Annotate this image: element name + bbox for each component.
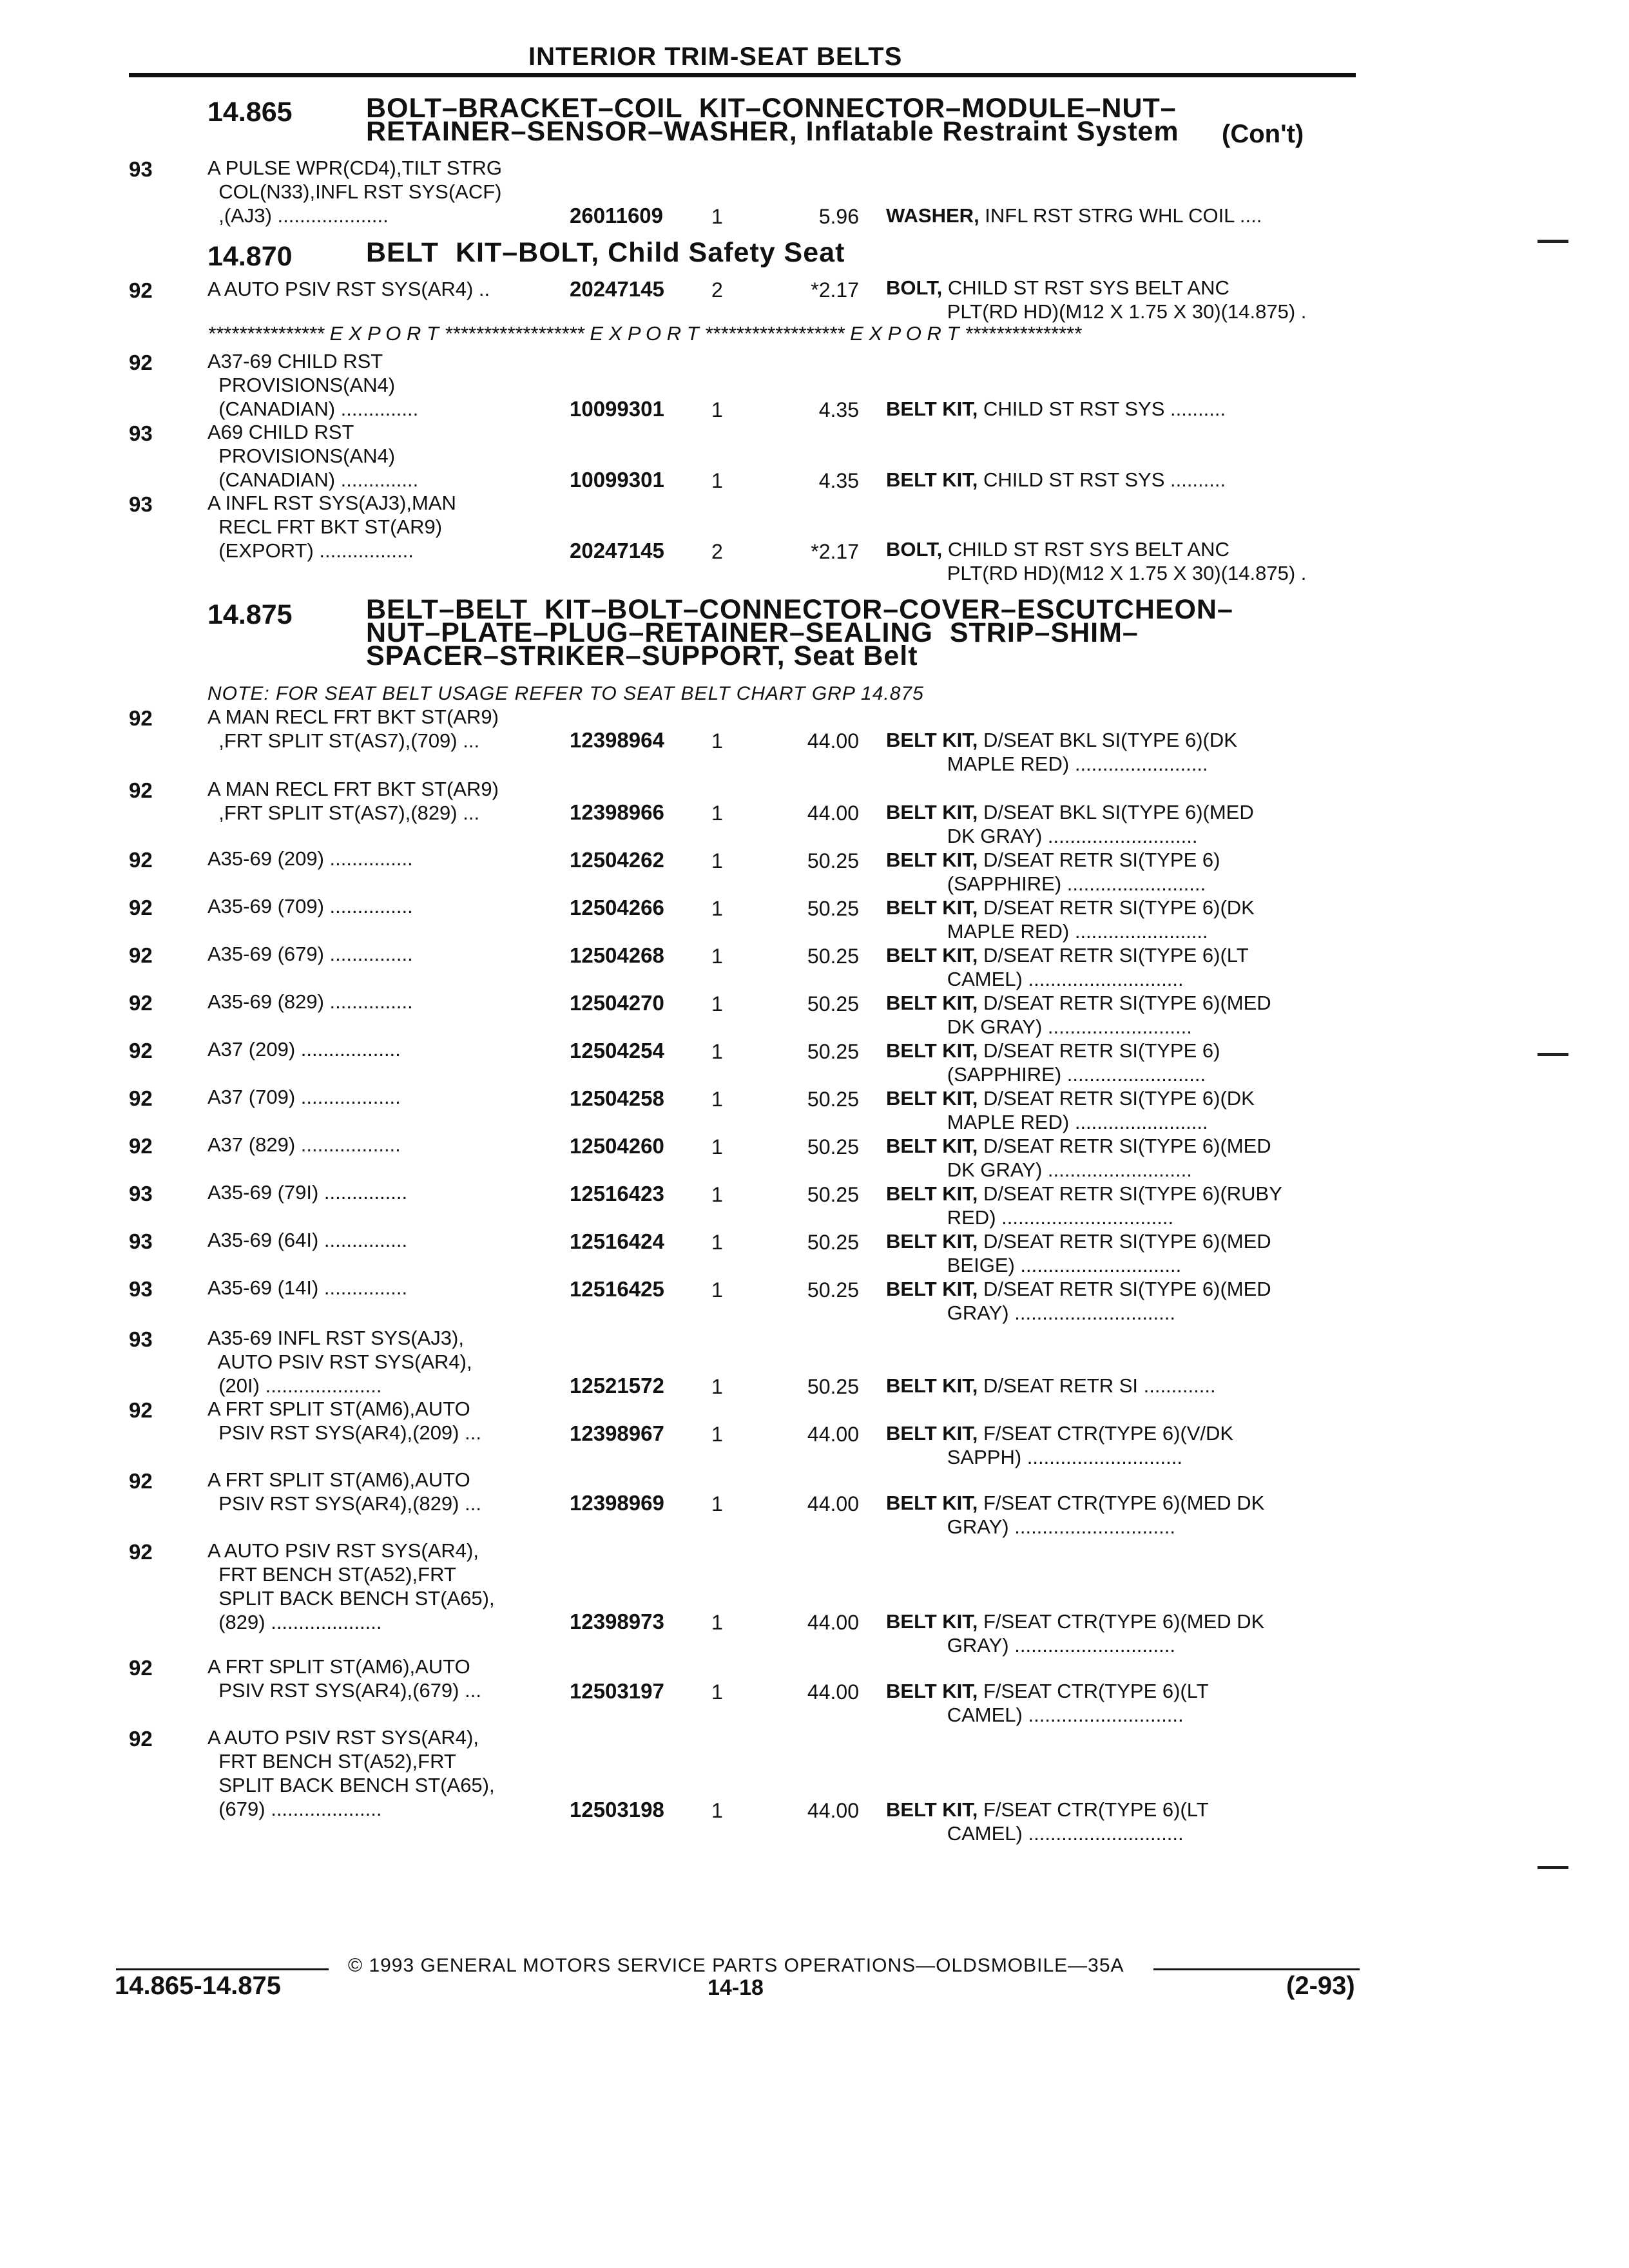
entry-part-description <box>886 1610 1264 1657</box>
entry-description: A AUTO PSIV RST SYS(AR4), FRT BENCH ST(A52),FRT SPLIT BACK BENCH ST(A65), (679) .................... <box>207 1726 495 1820</box>
entry-year: 92 <box>129 848 153 872</box>
entry-quantity: 2 <box>711 278 723 302</box>
entry-part-detail: D/SEAT RETR SI(TYPE 6)(MED GRAY) ............................. <box>947 1278 1271 1324</box>
export-separator: *************** E X P O R T ****************** E X P O R T ****************** E X P O R T *************** <box>207 322 1082 345</box>
entry-year: 92 <box>129 1398 153 1422</box>
section-title: BELT–BELT KIT–BOLT–CONNECTOR–COVER–ESCUTCHEON– NUT–PLATE–PLUG–RETAINER–SEALING STRIP–SHIM– SPACER–STRIKER–SUPPORT, Seat Belt <box>366 594 1233 671</box>
entry-part-noun: BELT KIT, <box>886 849 978 871</box>
entry-description: A35-69 INFL RST SYS(AJ3), AUTO PSIV RST SYS(AR4), (20I) ..................... <box>207 1327 472 1397</box>
entry-part-description <box>886 204 1262 227</box>
footer-date: (2-93) <box>1286 1972 1355 2000</box>
entry-part-detail: D/SEAT BKL SI(TYPE 6)(MED DK GRAY) ........................... <box>947 801 1254 847</box>
entry-price: 50.25 <box>807 1231 859 1254</box>
entry-part-detail: F/SEAT CTR(TYPE 6)(MED DK GRAY) ............................. <box>947 1492 1265 1538</box>
entry-part-description <box>886 1277 1271 1325</box>
entry-description: A35-69 (709) ............... <box>207 895 413 918</box>
entry-part-detail: CHILD ST RST SYS BELT ANC PLT(RD HD)(M12 X 1.75 X 30)(14.875) . <box>947 276 1307 323</box>
entry-year: 92 <box>129 896 153 919</box>
entry-year: 92 <box>129 278 153 302</box>
entry-part-description <box>886 276 1306 323</box>
entry-part-detail: F/SEAT CTR(TYPE 6)(LT CAMEL) ............................ <box>947 1680 1209 1726</box>
footer-page-number: 14-18 <box>708 1975 764 2000</box>
entry-quantity: 1 <box>711 1375 723 1398</box>
entry-part-description <box>886 1086 1255 1134</box>
entry-part-description <box>886 848 1220 896</box>
entry-part-description <box>886 1039 1220 1086</box>
entry-part-noun: BOLT, <box>886 276 943 299</box>
entry-price: *2.17 <box>811 278 859 302</box>
entry-part-detail: D/SEAT RETR SI(TYPE 6)(DK MAPLE RED) ........................ <box>947 896 1255 943</box>
entry-quantity: 1 <box>711 729 723 753</box>
margin-tick-mark <box>1537 240 1568 243</box>
entry-price: 5.96 <box>818 205 859 228</box>
entry-part-description <box>886 1182 1282 1229</box>
entry-description: A35-69 (14I) ............... <box>207 1276 408 1299</box>
entry-price: 50.25 <box>807 1135 859 1158</box>
entry-description: A PULSE WPR(CD4),TILT STRG COL(N33),INFL RST SYS(ACF) ,(AJ3) .................... <box>207 157 503 227</box>
entry-part-description <box>886 1421 1233 1469</box>
entry-part-number: 12504254 <box>570 1039 664 1062</box>
entry-year: 92 <box>129 991 153 1015</box>
entry-price: 50.25 <box>807 1040 859 1063</box>
entry-price: 4.35 <box>818 469 859 492</box>
entry-part-number: 20247145 <box>570 539 664 562</box>
entry-part-noun: BELT KIT, <box>886 1135 978 1157</box>
entry-part-description <box>886 1229 1271 1277</box>
entry-price: 50.25 <box>807 849 859 872</box>
entry-part-noun: BELT KIT, <box>886 896 978 919</box>
entry-year: 92 <box>129 351 153 374</box>
entry-price: 44.00 <box>807 802 859 825</box>
entry-price: 50.25 <box>807 992 859 1015</box>
entry-quantity: 1 <box>711 1492 723 1515</box>
entry-part-description <box>886 991 1271 1039</box>
entry-quantity: 1 <box>711 1040 723 1063</box>
entry-quantity: 1 <box>711 1680 723 1704</box>
entry-price: 4.35 <box>818 398 859 421</box>
entry-price: 44.00 <box>807 1680 859 1704</box>
entry-quantity: 1 <box>711 992 723 1015</box>
entry-description: A35-69 (64I) ............... <box>207 1229 408 1251</box>
entry-description: A37-69 CHILD RST PROVISIONS(AN4) (CANADIAN) .............. <box>207 350 419 420</box>
entry-part-detail: D/SEAT RETR SI(TYPE 6)(RUBY RED) ............................... <box>947 1182 1282 1229</box>
entry-description: A37 (709) .................. <box>207 1086 401 1108</box>
entry-description: A35-69 (829) ............... <box>207 990 413 1013</box>
entry-part-noun: BELT KIT, <box>886 468 978 491</box>
entry-description: A MAN RECL FRT BKT ST(AR9) ,FRT SPLIT ST(AS7),(709) ... <box>207 706 499 752</box>
entry-description: A37 (829) .................. <box>207 1133 401 1156</box>
entry-part-number: 10099301 <box>570 468 664 492</box>
entry-year: 93 <box>129 421 153 445</box>
entry-description: A37 (209) .................. <box>207 1038 401 1061</box>
entry-year: 92 <box>129 1086 153 1110</box>
entry-part-noun: BELT KIT, <box>886 398 978 420</box>
entry-part-number: 12504266 <box>570 896 664 919</box>
entry-part-detail: D/SEAT BKL SI(TYPE 6)(DK MAPLE RED) ........................ <box>947 729 1237 775</box>
entry-part-detail: D/SEAT RETR SI(TYPE 6) (SAPPHIRE) ......................... <box>947 1039 1220 1086</box>
entry-part-number: 12398964 <box>570 728 664 752</box>
entry-part-number: 12504260 <box>570 1134 664 1158</box>
entry-price: 50.25 <box>807 897 859 920</box>
entry-part-number: 12503198 <box>570 1798 664 1821</box>
section-title: BELT KIT–BOLT, Child Safety Seat <box>366 237 845 268</box>
entry-part-detail: D/SEAT RETR SI(TYPE 6)(MED DK GRAY) .......................... <box>947 1135 1271 1181</box>
entry-part-noun: BELT KIT, <box>886 801 978 823</box>
entry-description: A FRT SPLIT ST(AM6),AUTO PSIV RST SYS(AR4),(679) ... <box>207 1655 481 1702</box>
note-text: NOTE: FOR SEAT BELT USAGE REFER TO SEAT BELT CHART GRP 14.875 <box>207 683 924 704</box>
entry-quantity: 1 <box>711 1135 723 1158</box>
entry-quantity: 1 <box>711 1183 723 1206</box>
entry-part-noun: BELT KIT, <box>886 1087 978 1110</box>
footer-copyright: © 1993 GENERAL MOTORS SERVICE PARTS OPERATIONS—OLDSMOBILE—35A <box>348 1955 1124 1976</box>
section-number: 14.875 <box>207 599 293 630</box>
entry-price: 50.25 <box>807 1088 859 1111</box>
entry-part-detail: D/SEAT RETR SI(TYPE 6)(MED DK GRAY) .......................... <box>947 992 1271 1038</box>
entry-part-description <box>886 1679 1209 1727</box>
entry-part-noun: BELT KIT, <box>886 992 978 1014</box>
entry-year: 92 <box>129 1134 153 1158</box>
entry-part-description <box>886 1798 1209 1845</box>
entry-description: A35-69 (209) ............... <box>207 847 413 870</box>
entry-part-detail: D/SEAT RETR SI ............. <box>978 1374 1216 1397</box>
entry-quantity: 1 <box>711 945 723 968</box>
entry-year: 92 <box>129 943 153 967</box>
entry-part-number: 10099301 <box>570 397 664 421</box>
entry-part-detail: D/SEAT RETR SI(TYPE 6) (SAPPHIRE) ......................... <box>947 849 1220 895</box>
entry-part-detail: F/SEAT CTR(TYPE 6)(V/DK SAPPH) ............................ <box>947 1422 1234 1468</box>
entry-quantity: 1 <box>711 469 723 492</box>
entry-year: 92 <box>129 1039 153 1062</box>
entry-year: 93 <box>129 157 153 181</box>
entry-part-detail: F/SEAT CTR(TYPE 6)(LT CAMEL) ............................ <box>947 1798 1209 1845</box>
entry-price: 50.25 <box>807 1278 859 1302</box>
entry-description: A FRT SPLIT ST(AM6),AUTO PSIV RST SYS(AR4),(829) ... <box>207 1468 481 1515</box>
entry-part-number: 12516424 <box>570 1229 664 1253</box>
entry-part-noun: BELT KIT, <box>886 944 978 966</box>
entry-price: 44.00 <box>807 729 859 753</box>
entry-quantity: 1 <box>711 897 723 920</box>
entry-part-detail: D/SEAT RETR SI(TYPE 6)(DK MAPLE RED) ........................ <box>947 1087 1255 1133</box>
entry-year: 93 <box>129 1182 153 1206</box>
entry-part-noun: BELT KIT, <box>886 1492 978 1514</box>
entry-quantity: 1 <box>711 1611 723 1634</box>
entry-part-noun: WASHER, <box>886 204 979 227</box>
entry-part-number: 12504270 <box>570 991 664 1015</box>
entry-price: 44.00 <box>807 1423 859 1446</box>
entry-quantity: 1 <box>711 1231 723 1254</box>
entry-price: 50.25 <box>807 945 859 968</box>
footer-rule <box>1153 1968 1360 1970</box>
entry-part-detail: F/SEAT CTR(TYPE 6)(MED DK GRAY) ............................. <box>947 1610 1265 1657</box>
entry-part-description <box>886 943 1249 991</box>
entry-quantity: 1 <box>711 398 723 421</box>
entry-description: A AUTO PSIV RST SYS(AR4) .. <box>207 278 490 300</box>
entry-part-noun: BELT KIT, <box>886 729 978 751</box>
entry-quantity: 1 <box>711 1088 723 1111</box>
entry-part-noun: BELT KIT, <box>886 1278 978 1300</box>
section-number: 14.865 <box>207 97 293 128</box>
entry-part-detail: CHILD ST RST SYS .......... <box>978 468 1226 491</box>
entry-description: A35-69 (679) ............... <box>207 943 413 965</box>
entry-part-detail: D/SEAT RETR SI(TYPE 6)(MED BEIGE) ............................. <box>947 1230 1271 1276</box>
entry-part-noun: BELT KIT, <box>886 1680 978 1702</box>
entry-quantity: 1 <box>711 205 723 228</box>
entry-part-number: 12516423 <box>570 1182 664 1206</box>
entry-description: A69 CHILD RST PROVISIONS(AN4) (CANADIAN) .............. <box>207 421 419 491</box>
entry-part-number: 12398973 <box>570 1610 664 1633</box>
entry-description: A INFL RST SYS(AJ3),MAN RECL FRT BKT ST(AR9) (EXPORT) ................. <box>207 492 456 562</box>
entry-year: 92 <box>129 706 153 730</box>
entry-part-number: 12504258 <box>570 1086 664 1110</box>
entry-part-number: 12516425 <box>570 1277 664 1301</box>
entry-part-noun: BELT KIT, <box>886 1230 978 1253</box>
entry-quantity: 1 <box>711 1278 723 1302</box>
entry-part-number: 12504262 <box>570 848 664 872</box>
entry-part-detail: INFL RST STRG WHL COIL .... <box>979 204 1262 227</box>
section-title: BOLT–BRACKET–COIL KIT–CONNECTOR–MODULE–NUT– RETAINER–SENSOR–WASHER, Inflatable Restraint System <box>366 93 1179 147</box>
entry-part-description <box>886 800 1254 848</box>
entry-year: 93 <box>129 1327 153 1351</box>
entry-part-description <box>886 896 1255 943</box>
entry-part-detail: D/SEAT RETR SI(TYPE 6)(LT CAMEL) ............................ <box>947 944 1249 990</box>
entry-price: 50.25 <box>807 1375 859 1398</box>
entry-part-description <box>886 1134 1271 1182</box>
entry-part-detail: CHILD ST RST SYS .......... <box>978 398 1226 420</box>
entry-year: 93 <box>129 1229 153 1253</box>
entry-part-description <box>886 468 1226 492</box>
entry-price: 44.00 <box>807 1611 859 1634</box>
entry-price: 50.25 <box>807 1183 859 1206</box>
entry-quantity: 1 <box>711 1423 723 1446</box>
entry-description: A FRT SPLIT ST(AM6),AUTO PSIV RST SYS(AR4),(209) ... <box>207 1398 481 1444</box>
entry-part-number: 12521572 <box>570 1374 664 1398</box>
section-continued-label: (Con't) <box>1222 120 1304 148</box>
header-rule <box>129 73 1356 77</box>
entry-part-number: 12504268 <box>570 943 664 967</box>
page-header-title: INTERIOR TRIM-SEAT BELTS <box>528 43 903 71</box>
entry-part-number: 12398967 <box>570 1421 664 1445</box>
entry-price: 44.00 <box>807 1799 859 1822</box>
entry-part-noun: BELT KIT, <box>886 1610 978 1633</box>
entry-part-number: 20247145 <box>570 277 664 301</box>
entry-part-noun: BELT KIT, <box>886 1798 978 1821</box>
entry-price: 44.00 <box>807 1492 859 1515</box>
entry-part-noun: BELT KIT, <box>886 1374 978 1397</box>
entry-part-noun: BELT KIT, <box>886 1422 978 1445</box>
entry-part-noun: BOLT, <box>886 538 943 561</box>
entry-quantity: 1 <box>711 849 723 872</box>
entry-quantity: 1 <box>711 802 723 825</box>
entry-year: 92 <box>129 1727 153 1751</box>
entry-year: 93 <box>129 492 153 516</box>
entry-price: *2.17 <box>811 540 859 563</box>
entry-part-description <box>886 537 1306 585</box>
entry-description: A35-69 (79I) ............... <box>207 1181 408 1204</box>
footer-rule <box>116 1968 329 1970</box>
entry-part-detail: CHILD ST RST SYS BELT ANC PLT(RD HD)(M12 X 1.75 X 30)(14.875) . <box>947 538 1307 584</box>
entry-part-noun: BELT KIT, <box>886 1182 978 1205</box>
entry-year: 92 <box>129 1469 153 1493</box>
entry-year: 92 <box>129 1656 153 1680</box>
entry-description: A MAN RECL FRT BKT ST(AR9) ,FRT SPLIT ST(AS7),(829) ... <box>207 778 499 824</box>
entry-year: 92 <box>129 778 153 802</box>
entry-part-description <box>886 397 1226 421</box>
entry-part-description <box>886 728 1237 776</box>
margin-tick-mark <box>1537 1866 1568 1869</box>
entry-year: 93 <box>129 1277 153 1301</box>
entry-description: A AUTO PSIV RST SYS(AR4), FRT BENCH ST(A52),FRT SPLIT BACK BENCH ST(A65), (829) .................... <box>207 1539 495 1633</box>
entry-part-number: 12398966 <box>570 800 664 824</box>
entry-part-noun: BELT KIT, <box>886 1039 978 1062</box>
entry-part-description <box>886 1374 1216 1398</box>
footer-section-range: 14.865-14.875 <box>115 1972 282 2000</box>
entry-part-number: 12398969 <box>570 1491 664 1515</box>
entry-part-description <box>886 1491 1264 1539</box>
entry-part-number: 26011609 <box>570 204 664 227</box>
entry-part-number: 12503197 <box>570 1679 664 1703</box>
margin-tick-mark <box>1537 1053 1568 1056</box>
entry-quantity: 1 <box>711 1799 723 1822</box>
section-number: 14.870 <box>207 241 293 272</box>
entry-quantity: 2 <box>711 540 723 563</box>
entry-year: 92 <box>129 1540 153 1564</box>
